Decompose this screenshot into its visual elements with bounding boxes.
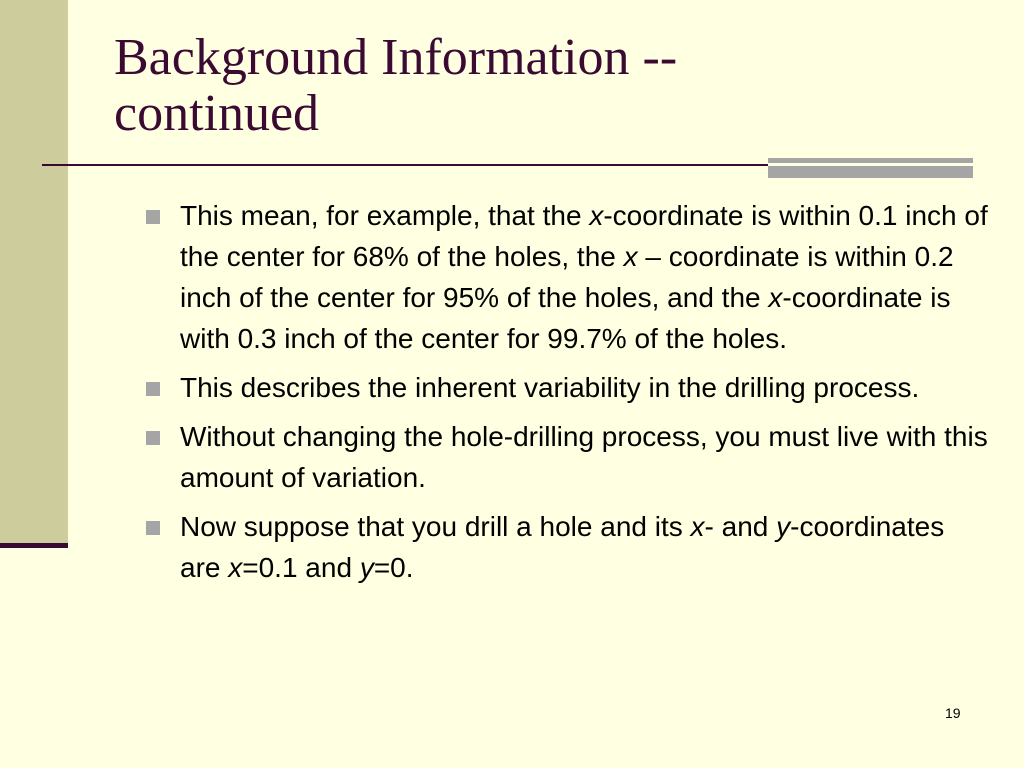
bullet-text-2	[180, 372, 919, 403]
text-run: Now suppose that you drill a hole and its	[180, 511, 691, 542]
text-run: – coordinate is within 0.2 inch of the center for 95% of the holes, and the	[180, 241, 954, 313]
bullet-item-2	[140, 367, 990, 408]
variable-text: x	[768, 282, 783, 313]
text-run: Without changing the hole-drilling process, you must live with this amount of variation.	[180, 421, 988, 493]
title-underline	[42, 164, 782, 166]
side-rule	[0, 543, 68, 548]
square-bullet-icon	[146, 382, 160, 396]
text-run: This mean, for example, that the	[180, 200, 590, 231]
title-accent-bar	[768, 158, 973, 178]
text-run: -coordinates are	[180, 511, 945, 583]
bullet-item-1	[140, 195, 990, 359]
slide-title	[114, 30, 914, 142]
text-run: =0.1 and	[242, 552, 360, 583]
square-bullet-icon	[146, 210, 160, 224]
variable-text: y	[776, 511, 791, 542]
bullet-item-4	[140, 506, 990, 588]
square-bullet-icon	[146, 521, 160, 535]
text-run: - and	[704, 511, 777, 542]
variable-text: x	[228, 552, 243, 583]
bullet-text-1	[180, 200, 988, 354]
variable-text: x	[589, 200, 604, 231]
page-number: 19	[945, 705, 961, 721]
slide-title-line-2: continued	[114, 85, 320, 142]
variable-text: y	[359, 552, 374, 583]
bullet-text-4	[180, 511, 944, 583]
bullet-list	[140, 195, 990, 596]
text-run: -coordinate is within 0.1 inch of the center for 68% of the holes, the	[180, 200, 988, 272]
square-bullet-icon	[146, 431, 160, 445]
variable-text: x	[623, 241, 638, 272]
variable-text: x	[690, 511, 705, 542]
slide-title-line-1: Background Information --	[114, 29, 678, 86]
text-run: This describes the inherent variability in the drilling process.	[180, 372, 920, 403]
bullet-text-3	[180, 421, 988, 493]
text-run: =0.	[373, 552, 414, 583]
side-band	[0, 0, 68, 545]
bullet-item-3	[140, 416, 990, 498]
text-run: -coordinate is with 0.3 inch of the center for 99.7% of the holes.	[180, 282, 951, 354]
